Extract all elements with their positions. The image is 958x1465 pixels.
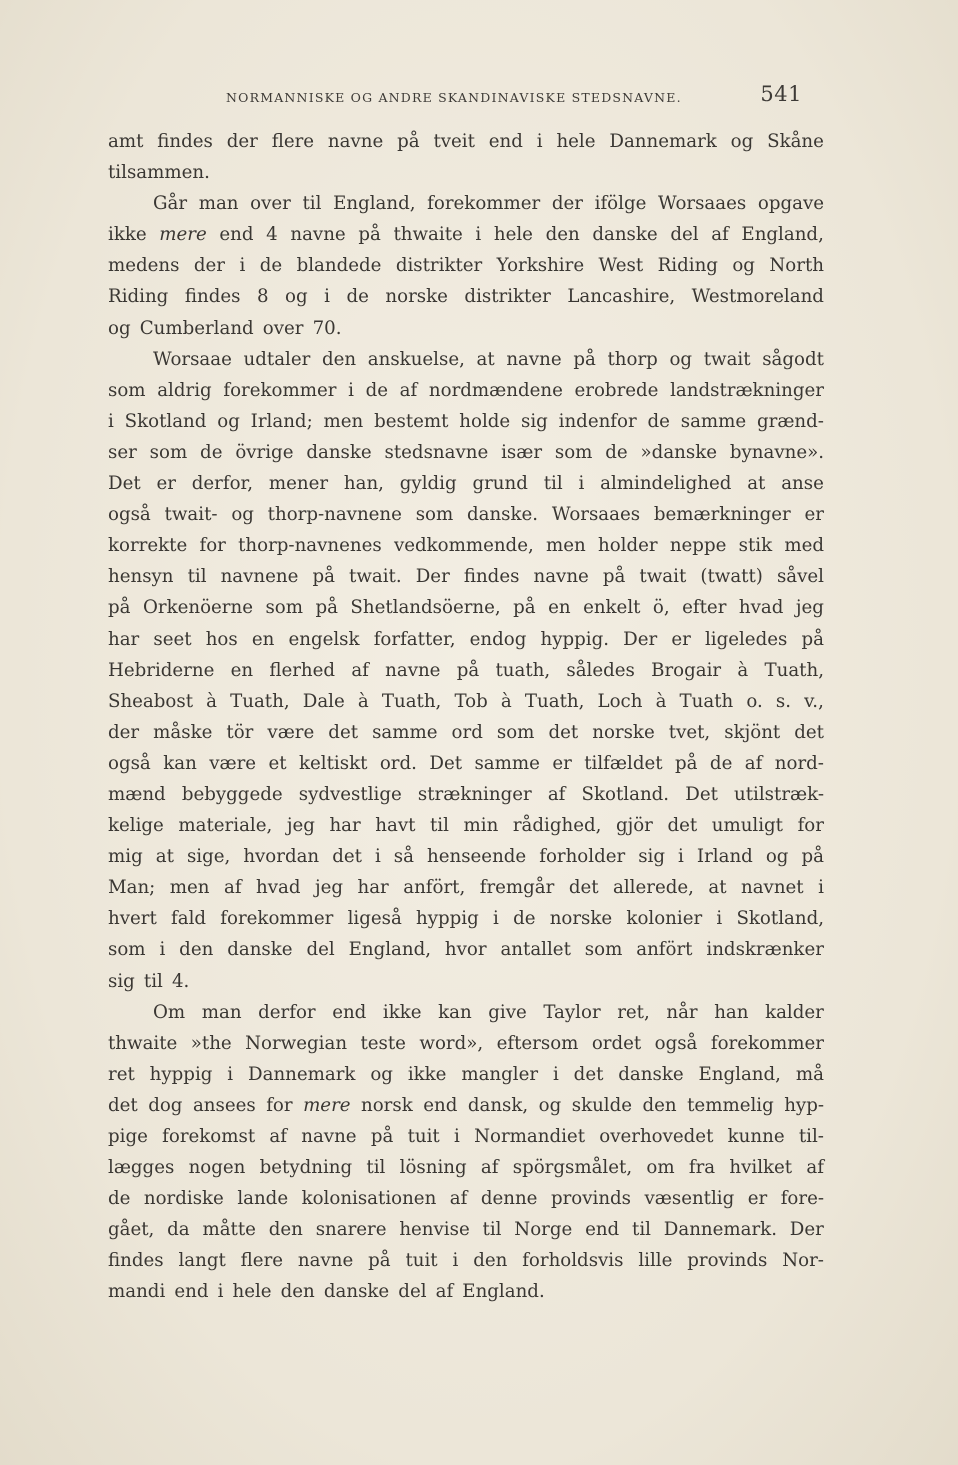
text-line: som i den danske del England, hvor antallet som anfört indskrænker — [108, 939, 824, 961]
text-line: som aldrig forekommer i de af nordmændene erobrede landstrækninger — [108, 379, 824, 401]
text-line: medens der i de blandede distrikter Yorkshire West Riding og North — [108, 255, 824, 277]
text-line: Worsaae udtaler den anskuelse, at navne på thorp og twait sågodt — [153, 348, 824, 370]
text-line: de nordiske lande kolonisationen af denne provinds væsentlig er fore- — [108, 1188, 824, 1210]
text-line: kelige materiale, jeg har havt til min rådighed, gjör det umuligt for — [108, 815, 824, 837]
text-line: Det er derfor, mener han, gyldig grund til i almindelighed at anse — [108, 473, 824, 495]
text-line: mig at sige, hvordan det i så henseende forholder sig i Irland og på — [108, 846, 824, 868]
text-line: amt findes der flere navne på tveit end i hele Dannemark og Skåne — [108, 131, 824, 152]
text-line: Går man over til England, forekommer der ifölge Worsaaes opgave — [153, 193, 824, 215]
text-line: hvert fald forekommer ligeså hyppig i de norske kolonier i Skotland, — [108, 908, 824, 930]
text-line: ret hyppig i Dannemark og ikke mangler i det danske England, må — [108, 1063, 824, 1085]
text-line: korrekte for thorp-navnenes vedkommende, men holder neppe stik med — [108, 535, 824, 557]
text-line: i Skotland og Irland; men bestemt holde sig indenfor de samme grænd- — [108, 410, 824, 432]
text-line: sig til 4. — [108, 970, 190, 992]
text-line: har seet hos en engelsk forfatter, endog hyppig. Der er ligeledes på — [108, 628, 824, 650]
body-text — [108, 126, 824, 1308]
text-line: ikke mere end 4 navne på thwaite i hele den danske del af England, — [108, 224, 824, 246]
text-line: mandi end i hele den danske del af England. — [108, 1281, 545, 1303]
text-line: ser som de övrige danske stedsnavne især som de »danske bynavne». — [108, 441, 824, 463]
text-line: Hebriderne en flerhed af navne på tuath, således Brogair à Tuath, — [108, 659, 824, 681]
text-line: det dog ansees for mere norsk end dansk, og skulde den temmelig hyp- — [108, 1094, 824, 1116]
page-number: 541 — [760, 82, 802, 106]
text-line: mænd bebyggede sydvestlige strækninger af Skotland. Det utilstræk- — [108, 783, 824, 805]
text-line: Om man derfor end ikke kan give Taylor ret, når han kalder — [153, 1001, 824, 1023]
text-line: der måske tör være det samme ord som det norske tvet, skjönt det — [108, 721, 824, 743]
text-line: også kan være et keltiskt ord. Det samme er tilfældet på de af nord- — [108, 752, 824, 774]
text-line: findes langt flere navne på tuit i den forholdsvis lille provinds Nor- — [108, 1250, 824, 1272]
text-line: Riding findes 8 og i de norske distrikter Lancashire, Westmoreland — [108, 286, 824, 308]
text-line: Man; men af hvad jeg har anfört, fremgår det allerede, at navnet i — [108, 877, 824, 899]
text-line: gået, da måtte den snarere henvise til Norge end til Dannemark. Der — [108, 1219, 824, 1241]
text-line: pige forekomst af navne på tuit i Normandiet overhovedet kunne til- — [108, 1126, 824, 1147]
text-line: også twait- og thorp-navnene som danske. Worsaaes bemærkninger er — [108, 504, 824, 526]
text-line: Sheabost à Tuath, Dale à Tuath, Tob à Tuath, Loch à Tuath o. s. v., — [108, 690, 824, 712]
text-line: thwaite »the Norwegian teste word», eftersom ordet også forekommer — [108, 1032, 824, 1054]
text-line: lægges nogen betydning til lösning af spörgsmålet, om fra hvilket af — [108, 1157, 824, 1179]
text-line: tilsammen. — [108, 162, 210, 184]
text-line: hensyn til navnene på twait. Der findes navne på twait (twatt) såvel — [108, 566, 824, 588]
text-line: og Cumberland over 70. — [108, 317, 342, 339]
text-line: på Orkenöerne som på Shetlandsöerne, på en enkelt ö, efter hvad jeg — [108, 597, 824, 619]
running-header — [226, 82, 802, 112]
running-title: NORMANNISKE OG ANDRE SKANDINAVISKE STEDSNAVNE. — [226, 90, 682, 105]
